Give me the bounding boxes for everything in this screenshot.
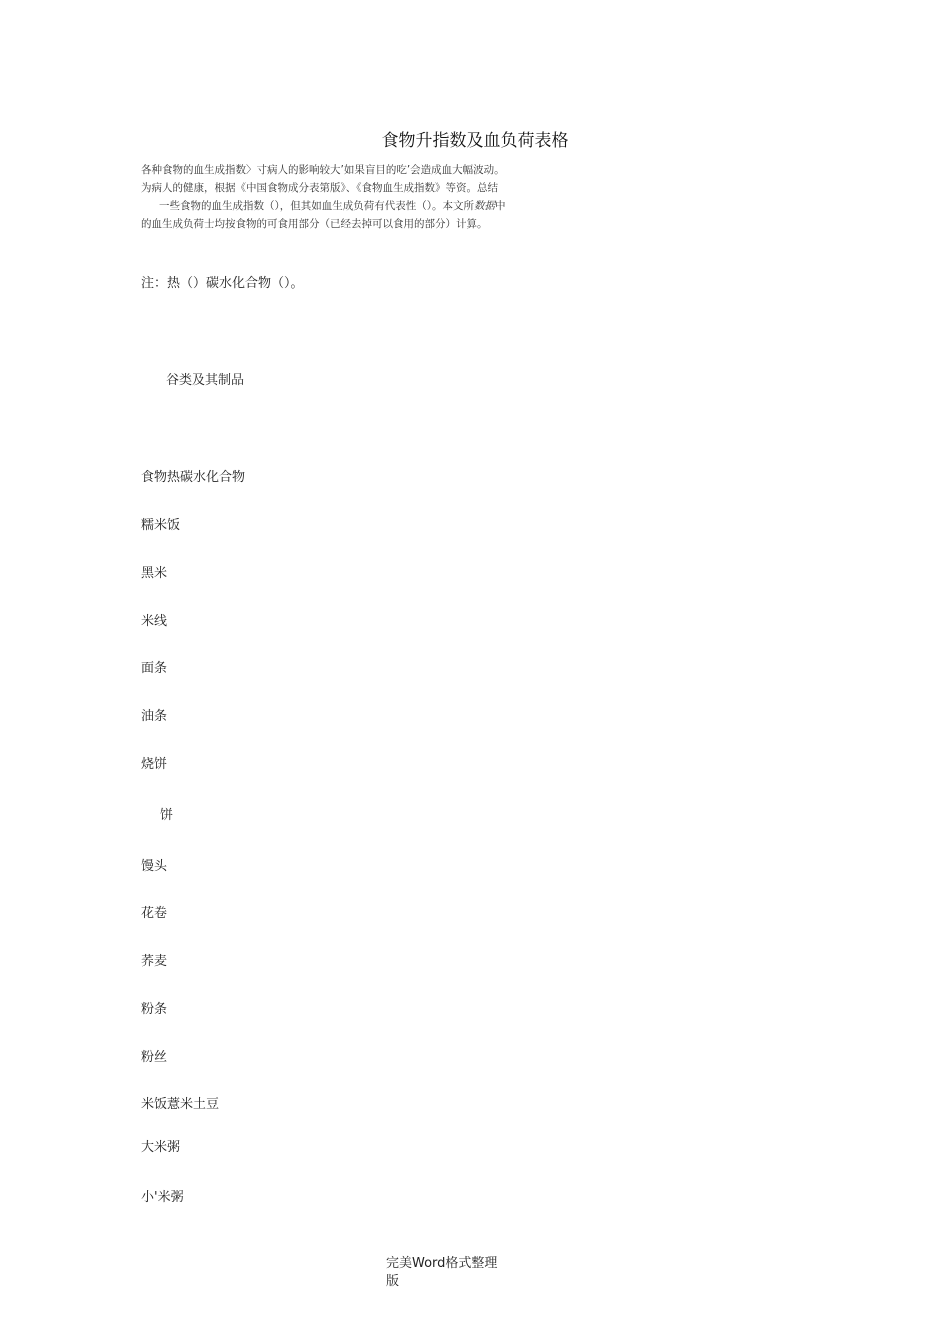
intro-line-3-text: 一些食物的血生成指数（），但其如血生成负荷有代表性（）。本文所 [159, 200, 474, 212]
table-row: 面条 [141, 661, 168, 676]
table-row: 糯米饭 [141, 518, 181, 533]
intro-line-2: 为病人的健康，根据《中国食物成分表第版》、《食物血生成指数》等资。总结 [141, 182, 498, 194]
table-row: 粉丝 [141, 1050, 168, 1065]
table-row: 花卷 [141, 906, 168, 921]
intro-line-4: 的血生成负荷士均按食物的可食用部分（已经去掉可以食用的部分）计算。 [141, 218, 488, 230]
note-text: 注：热（）碳水化合物（）。 [141, 276, 304, 291]
intro-line-3-end: 中 [495, 200, 506, 212]
table-row: 烧饼 [141, 757, 168, 772]
table-row: 小'米粥 [141, 1190, 184, 1205]
table-row: 米饭薏米土豆 [141, 1097, 220, 1112]
footer-line-1: 完美Word格式整理 [386, 1256, 498, 1271]
table-row: 馒头 [141, 859, 168, 874]
table-header: 食物热碳水化合物 [141, 470, 246, 485]
table-row: 黑米 [141, 566, 168, 581]
table-row: 粉条 [141, 1002, 168, 1017]
footer-line-2: 版 [386, 1274, 400, 1289]
intro-line-3 [159, 199, 506, 213]
intro-line-1: 各种食物的血生成指数〉寸病人的影响较大’如果盲目的吃’会造成血大幅波动。 [141, 164, 505, 176]
document-title: 食物升指数及血负荷表格 [381, 131, 569, 151]
table-row: 大米粥 [141, 1140, 181, 1155]
intro-line-3-emphasis: 数据 [474, 200, 495, 212]
table-row: 油条 [141, 709, 168, 724]
table-row: 荞麦 [141, 954, 168, 969]
table-row: 饼 [160, 808, 174, 823]
page-footer [386, 1255, 516, 1291]
section-title: 谷类及其制品 [166, 373, 245, 388]
table-row: 米线 [141, 614, 168, 629]
